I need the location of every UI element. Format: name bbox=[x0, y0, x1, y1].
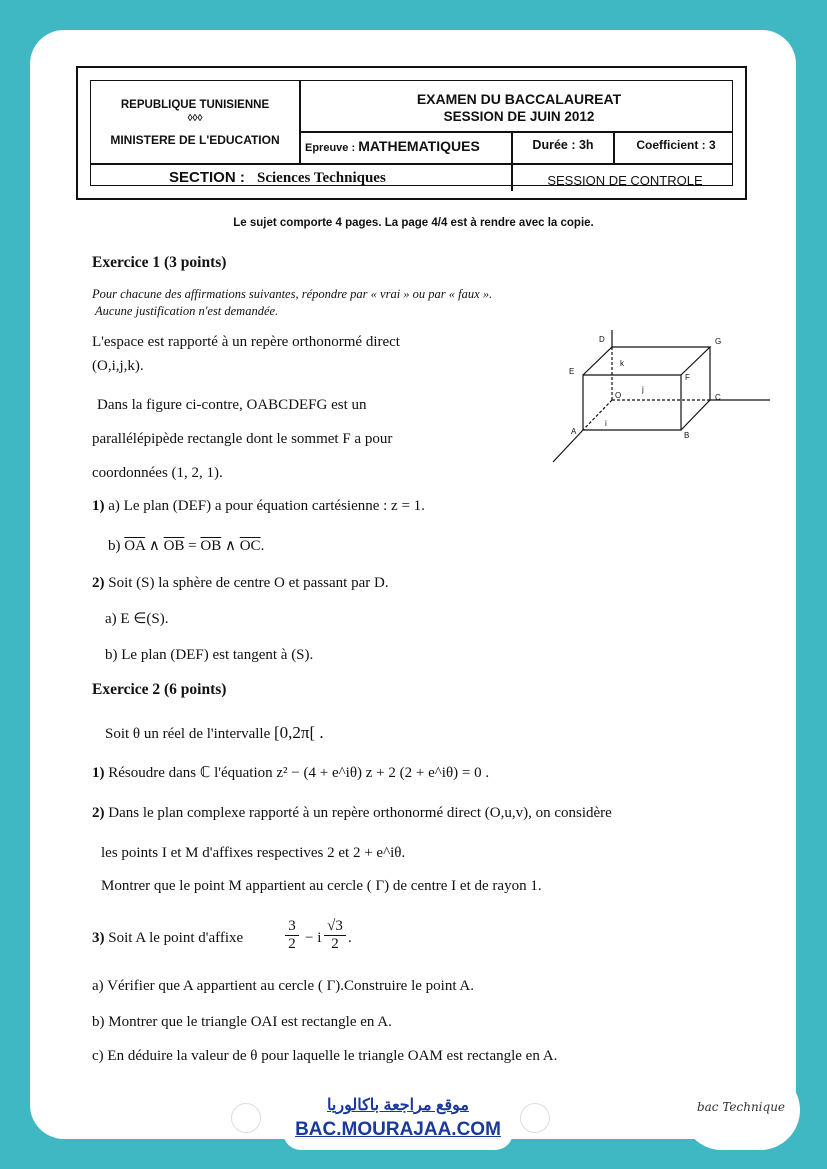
ex2-q3c: c) En déduire la valeur de θ pour laquelle le triangle OAM est rectangle en A. bbox=[92, 1048, 558, 1064]
front-face bbox=[583, 375, 681, 430]
ex1-q1b: b) $\overline{OA}$ ∧ $\overline{OB} = \overline{OB}$ ∧ $\overline{OC}$. bbox=[108, 538, 265, 554]
exercise-2-title: Exercice 2 (6 points) bbox=[92, 681, 227, 698]
exercise-1-title: Exercice 1 (3 points) bbox=[92, 254, 227, 271]
fraction-three-halves bbox=[285, 918, 299, 953]
vector-oa: $\overline{OA}$ bbox=[124, 538, 146, 554]
badge-text: bac Technique bbox=[696, 1100, 786, 1114]
ex1-q1-number: 1) bbox=[92, 498, 105, 514]
ex2-q1 bbox=[92, 763, 489, 782]
epreuve bbox=[305, 138, 511, 154]
ex1-text-2: Dans la figure ci-contre, OABCDEFG est un bbox=[97, 397, 367, 413]
label-f: F bbox=[685, 373, 690, 382]
header-divider bbox=[299, 131, 732, 133]
ex2-q2-line-3: Montrer que le point M appartient au cercle ( Γ) de centre I et de rayon 1. bbox=[101, 878, 542, 894]
site-name-arabic[interactable]: موقع مراجعة باكالوريا bbox=[327, 1097, 469, 1114]
ornament: ◊◊◊ bbox=[187, 113, 203, 124]
ex1-q2-number: 2) bbox=[92, 575, 105, 591]
section-label: SECTION : bbox=[169, 169, 245, 186]
ex1-q2 bbox=[92, 575, 389, 592]
ex2-intro-text: Soit θ un réel de l'intervalle bbox=[105, 726, 271, 742]
section-value: Sciences Techniques bbox=[257, 170, 386, 186]
right-face bbox=[681, 347, 710, 430]
vector-ob: $\overline{OB}$ bbox=[200, 538, 222, 554]
country-name: REPUBLIQUE TUNISIENNE bbox=[120, 99, 270, 111]
page-note: Le sujet comporte 4 pages. La page 4/4 est à rendre avec la copie. bbox=[233, 217, 594, 229]
label-e: E bbox=[569, 367, 575, 376]
epreuve-value: MATHEMATIQUES bbox=[358, 138, 480, 154]
vector-ob: $\overline{OB}$ bbox=[163, 538, 185, 554]
exam-header bbox=[76, 66, 747, 200]
fraction-numerator: 3 bbox=[288, 918, 296, 934]
label-o: O bbox=[615, 391, 622, 400]
ex2-intro bbox=[105, 723, 324, 743]
epreuve-label: Epreuve : bbox=[305, 142, 356, 154]
ex2-q2-text: Dans le plan complexe rapporté à un repère orthonormé direct (O,u,v), on considère bbox=[108, 805, 612, 821]
ex2-q1-text: Résoudre dans ℂ l'équation z² − (4 + e^iθ) z + 2 (2 + e^iθ) = 0 . bbox=[108, 765, 490, 781]
ex2-q1-number: 1) bbox=[92, 765, 105, 781]
ex1-q2a: a) E ∈(S). bbox=[105, 611, 169, 627]
site-logo-right bbox=[520, 1103, 550, 1133]
site-logo-left bbox=[231, 1103, 261, 1133]
header-inner-frame bbox=[90, 80, 733, 186]
session-title: SESSION DE JUIN 2012 bbox=[443, 109, 595, 124]
session-type: SESSION DE CONTROLE bbox=[547, 173, 703, 188]
ex1-q1b-label: b) bbox=[108, 538, 121, 554]
header-divider bbox=[91, 163, 732, 165]
label-b: B bbox=[684, 431, 690, 440]
fraction-numerator: √3 bbox=[327, 918, 343, 934]
fraction-denominator: 2 bbox=[288, 936, 296, 952]
site-url-link[interactable]: BAC.MOURAJAA.COM bbox=[295, 1119, 501, 1140]
coefficient: Coefficient : 3 bbox=[636, 138, 716, 152]
bac-technique-badge bbox=[682, 1070, 800, 1150]
hidden-edge bbox=[583, 400, 612, 430]
ex2-q3 bbox=[92, 930, 243, 947]
duration: Durée : 3h bbox=[532, 138, 594, 152]
vector-k-label: k bbox=[620, 359, 624, 368]
fraction-root3-halves bbox=[324, 918, 346, 953]
ex2-q3-period: . bbox=[348, 930, 352, 946]
vector-j-label: j bbox=[642, 385, 644, 394]
vector-oc: $\overline{OC}$ bbox=[239, 538, 261, 554]
ex1-text-3: parallélépipède rectangle dont le sommet F a pour bbox=[92, 431, 393, 447]
label-g: G bbox=[715, 337, 722, 346]
ex2-q2-line-2: les points I et M d'affixes respectives 2 et 2 + e^iθ. bbox=[101, 845, 406, 861]
imaginary-unit: − i bbox=[305, 930, 322, 946]
site-footer[interactable] bbox=[283, 1087, 513, 1150]
ex2-q3a: a) Vérifier que A appartient au cercle ( Γ).Construire le point A. bbox=[92, 978, 475, 994]
parallelepiped-figure bbox=[545, 330, 775, 465]
ex1-instruction-1: Pour chacune des affirmations suivantes, répondre par « vrai » ou par « faux ». bbox=[92, 287, 493, 301]
ministry-name: MINISTERE DE L'EDUCATION bbox=[110, 133, 280, 147]
ex1-frame-notation: (O,i,j,k). bbox=[92, 358, 144, 374]
ex2-q2-number: 2) bbox=[92, 805, 105, 821]
ex2-q3-text: Soit A le point d'affixe bbox=[108, 930, 244, 946]
ex1-text-1: L'espace est rapporté à un repère orthonormé direct bbox=[92, 334, 400, 350]
exam-title: EXAMEN DU BACCALAUREAT bbox=[416, 91, 622, 107]
ex2-q3-number: 3) bbox=[92, 930, 105, 946]
label-a: A bbox=[571, 427, 577, 436]
ex2-q2 bbox=[92, 805, 612, 822]
ex1-q1a bbox=[92, 498, 425, 515]
section bbox=[169, 169, 509, 187]
ex1-q2-text: Soit (S) la sphère de centre O et passant par D. bbox=[108, 575, 389, 591]
ex2-q3b: b) Montrer que le triangle OAI est rectangle en A. bbox=[92, 1014, 392, 1030]
ex2-interval: [0,2π[ . bbox=[274, 723, 324, 742]
label-c: C bbox=[715, 393, 721, 402]
vector-i-label: i bbox=[605, 419, 607, 428]
ex1-q1a-text: a) Le plan (DEF) a pour équation cartésienne : z = 1. bbox=[108, 498, 425, 514]
x-axis bbox=[553, 430, 583, 462]
top-face bbox=[583, 347, 710, 375]
fraction-denominator: 2 bbox=[331, 936, 339, 952]
label-d: D bbox=[599, 335, 605, 344]
ex1-q2b: b) Le plan (DEF) est tangent à (S). bbox=[105, 647, 314, 663]
ex1-text-4: coordonnées (1, 2, 1). bbox=[92, 465, 223, 481]
ex1-instruction-2: Aucune justification n'est demandée. bbox=[95, 304, 279, 318]
